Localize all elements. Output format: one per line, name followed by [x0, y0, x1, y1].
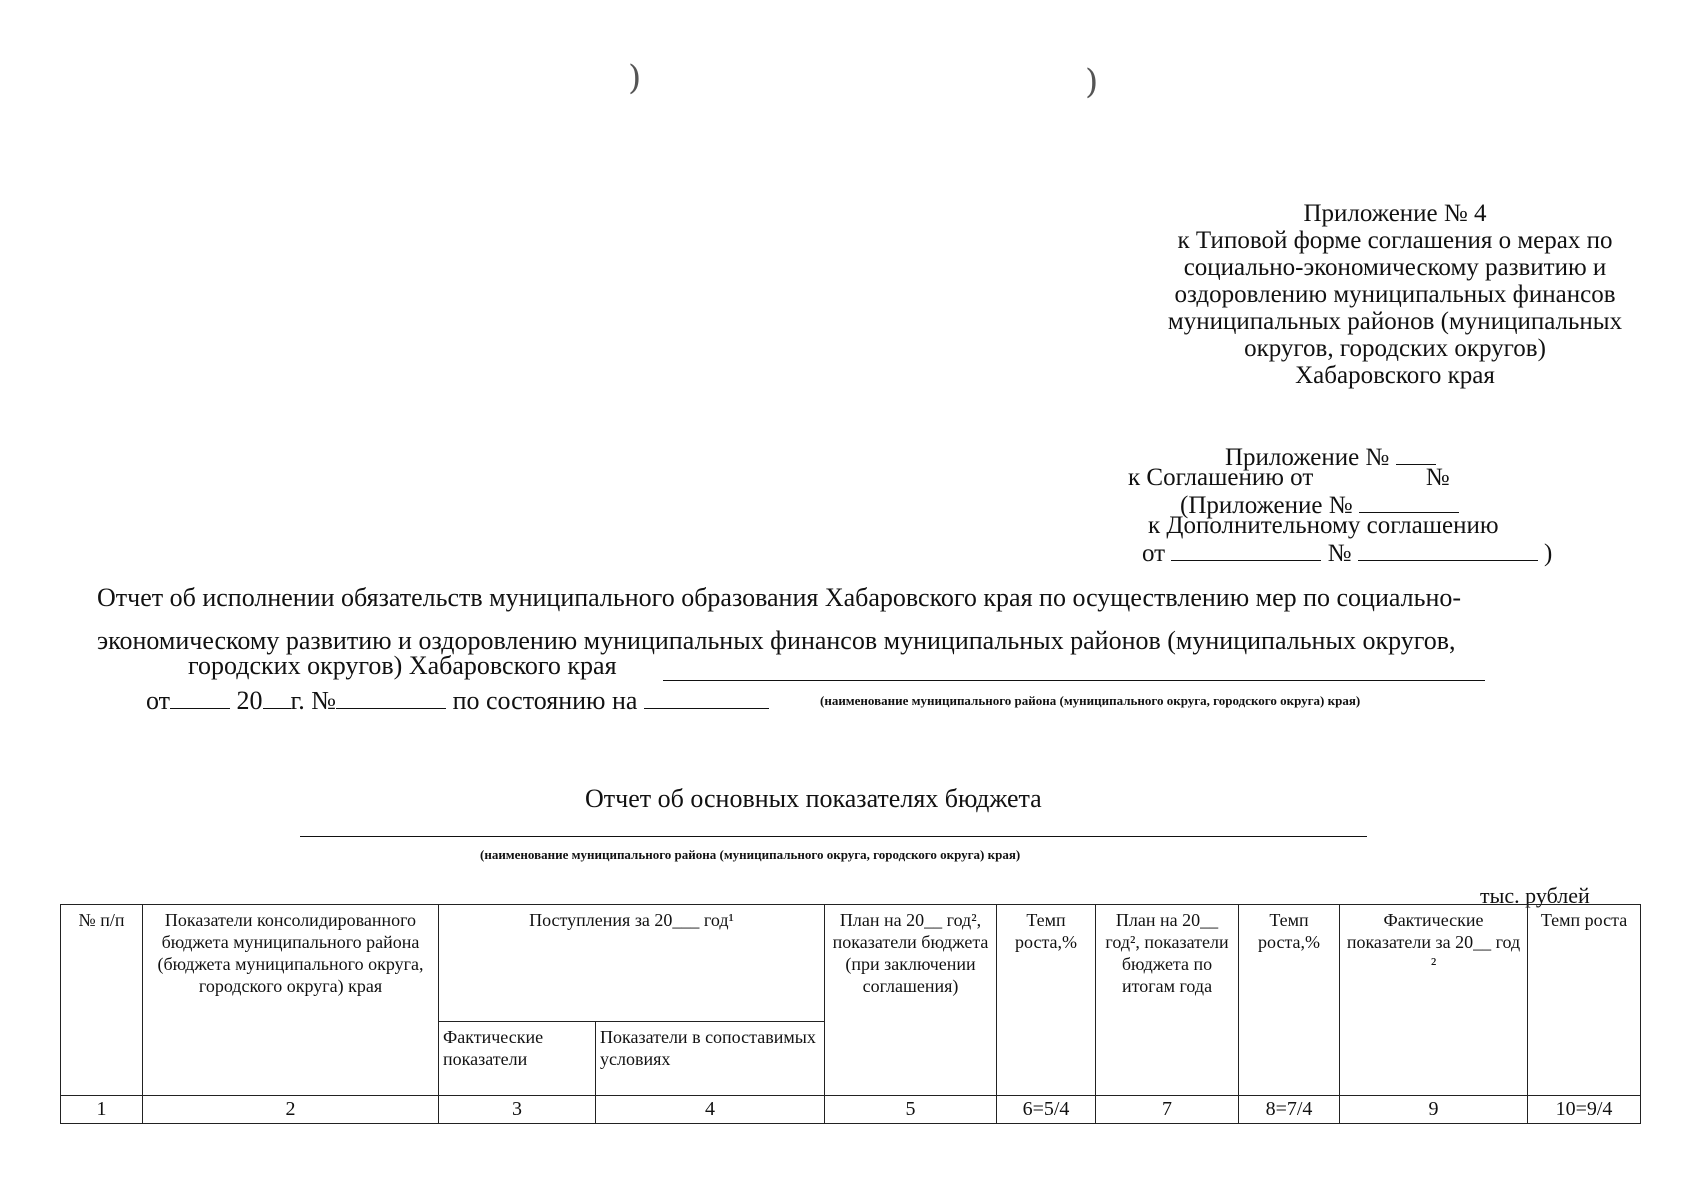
report-day-blank — [170, 686, 230, 709]
report-no-label: г. № — [290, 686, 337, 715]
additional-no-label: № — [1327, 540, 1352, 567]
budget-report-title: Отчет об основных показателях бюджета — [585, 784, 1042, 813]
agreement-from-label: к Соглашению от — [1128, 464, 1314, 491]
units-label: тыс. рублей — [1480, 883, 1590, 908]
column-number: 4 — [596, 1096, 825, 1124]
agreement-no-label: № — [1425, 464, 1450, 491]
column-number: 7 — [1096, 1096, 1239, 1124]
header-actual-year: Фактические показатели за 20__ год ² — [1340, 905, 1528, 1096]
header-indicators: Показатели консолидированного бюджета муниципального района (бюджета муниципального округа, городского округа) края — [143, 905, 439, 1096]
additional-agreement-label: к Дополнительному соглашению — [1148, 512, 1499, 539]
report-title-line1: Отчет об исполнении обязательств муниципального образования Хабаровского края по осуществлению мер по социально- — [97, 583, 1462, 612]
report-state-label: по состоянию на — [452, 686, 638, 715]
budget-municipality-caption: (наименование муниципального района (муниципального округа, городского округа) края) — [480, 847, 1021, 862]
report-title-line3: городских округов) Хабаровского края — [188, 651, 617, 680]
column-number: 9 — [1340, 1096, 1528, 1124]
appendix-line: муниципальных районов (муниципальных — [1167, 308, 1623, 335]
header-growth-3: Темп роста — [1528, 905, 1641, 1096]
budget-indicators-table — [60, 904, 1641, 1124]
appendix-line: Хабаровского края — [1295, 362, 1495, 389]
additional-appendix-label: (Приложение № — [1180, 492, 1353, 519]
header-receipts: Поступления за 20___ год¹ — [439, 905, 825, 1022]
additional-from-label: от — [1142, 540, 1166, 567]
municipality-name-blank — [663, 680, 1485, 681]
header-plan: План на 20__ год², показатели бюджета (при заключении соглашения) — [825, 905, 997, 1096]
column-number: 2 — [143, 1096, 439, 1124]
column-number: 5 — [825, 1096, 997, 1124]
agreement-appendix-label: Приложение № — [1225, 444, 1390, 471]
column-number: 3 — [439, 1096, 596, 1124]
appendix-line: округов, городских округов) — [1244, 335, 1546, 362]
report-number-blank — [336, 686, 446, 709]
budget-municipality-blank — [300, 836, 1367, 837]
report-from-label: от — [146, 686, 171, 715]
report-title-line2: экономическому развитию и оздоровлению муниципальных финансов муниципальных районов (муниципальных округов, — [97, 626, 1456, 655]
agreement-appendix-blank — [1396, 442, 1436, 465]
header-actual: Фактические показатели — [439, 1022, 596, 1096]
appendix-line: оздоровлению муниципальных финансов — [1174, 281, 1616, 308]
report-date-line — [146, 686, 769, 715]
appendix-line: социально-экономическому развитию и — [1183, 254, 1607, 281]
header-comparable: Показатели в сопоставимых условиях — [596, 1022, 825, 1096]
scan-mark: ) — [628, 58, 642, 98]
appendix-title: Приложение № 4 — [1303, 200, 1487, 227]
scan-mark: ) — [1085, 62, 1099, 102]
header-num: № п/п — [61, 905, 143, 1096]
header-plan-year-end: План на 20__ год², показатели бюджета по итогам года — [1096, 905, 1239, 1096]
additional-number-blank — [1358, 538, 1538, 561]
appendix-line: к Типовой форме соглашения о мерах по — [1177, 227, 1613, 254]
report-year-label: 20 — [236, 686, 263, 715]
column-number: 8=7/4 — [1239, 1096, 1340, 1124]
municipality-caption: (наименование муниципального района (муниципального округа, городского округа) края) — [820, 693, 1361, 708]
column-number: 6=5/4 — [997, 1096, 1096, 1124]
report-state-date-blank — [644, 686, 769, 709]
header-growth-2: Темп роста,% — [1239, 905, 1340, 1096]
additional-close-paren: ) — [1543, 540, 1553, 567]
report-year-blank — [263, 686, 291, 709]
header-growth-1: Темп роста,% — [997, 905, 1096, 1096]
column-number: 1 — [61, 1096, 143, 1124]
column-number: 10=9/4 — [1528, 1096, 1641, 1124]
additional-date-blank — [1171, 538, 1321, 561]
additional-appendix-blank — [1359, 490, 1459, 513]
